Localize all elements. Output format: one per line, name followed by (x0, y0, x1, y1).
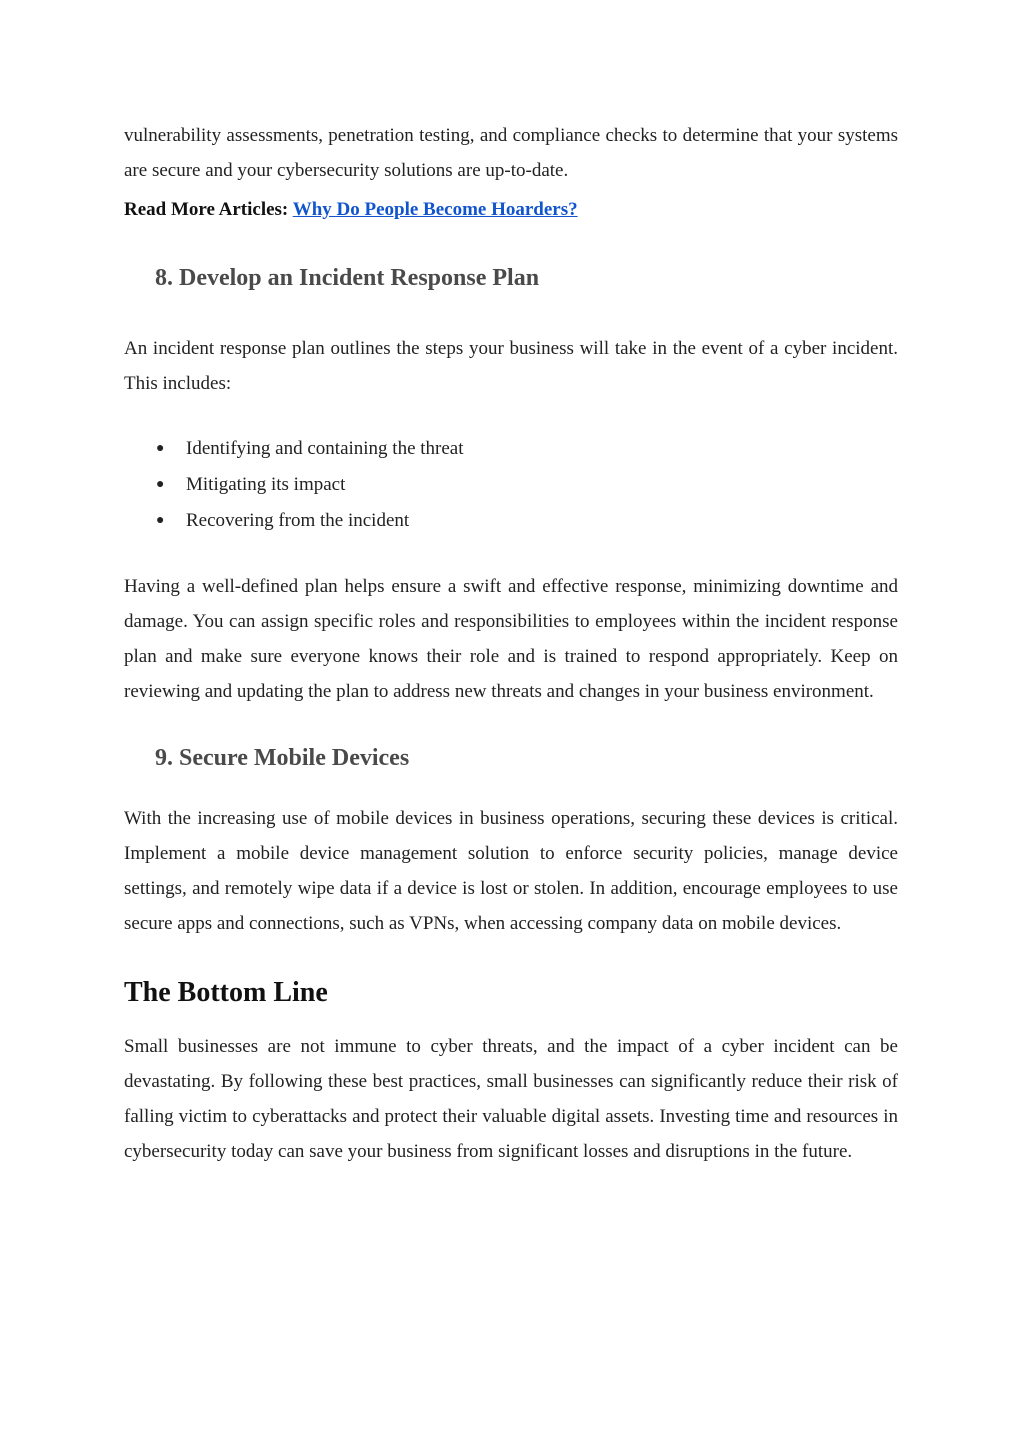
list-item (124, 503, 898, 539)
read-more-line (124, 195, 898, 225)
bottom-line-body: Small businesses are not immune to cyber threats, and the impact of a cyber incident can be devastating. By following these best practices, small businesses can significantly reduce their risk of falling victim to cyberattacks and protect their valuable digital assets. Investing time and resources in cybersecurity today can save your business from significant losses and disruptions in the future. (124, 1036, 898, 1162)
bullet-icon: ● (156, 477, 165, 492)
section-8-body: Having a well-defined plan helps ensure a swift and effective response, minimizing downtime and damage. You can assign specific roles and responsibilities to employees within the incident response plan and make sure everyone knows their role and is trained to respond appropriately. Keep on reviewing and updating the plan to address new threats and changes in your business environment. (124, 576, 898, 702)
bullet-icon: ● (156, 513, 165, 528)
document-page (124, 118, 898, 1169)
section-8-intro: An incident response plan outlines the steps your business will take in the event of a cyber incident. This includes: (124, 338, 898, 394)
section-8-heading: 8. Develop an Incident Response Plan (155, 265, 540, 291)
read-more-label: Read More Articles: (124, 199, 289, 220)
section-9-body: With the increasing use of mobile devices in business operations, securing these devices is critical. Implement a mobile device management solution to enforce security policies, manage device settings, and remotely wipe data if a device is lost or stolen. In addition, encourage employees to use secure apps and connections, such as VPNs, when accessing company data on mobile devices. (124, 808, 898, 934)
list-item-text: Identifying and containing the threat (186, 438, 464, 459)
bullet-icon: ● (156, 441, 165, 456)
section-9-heading: 9. Secure Mobile Devices (155, 745, 410, 771)
bottom-line-heading: The Bottom Line (124, 977, 328, 1008)
list-item (124, 467, 898, 503)
read-more-link[interactable]: Why Do People Become Hoarders? (292, 199, 578, 220)
section-8-bullet-list (124, 431, 898, 539)
list-item-text: Recovering from the incident (186, 510, 410, 531)
list-item-text: Mitigating its impact (186, 474, 346, 495)
list-item (124, 431, 898, 467)
intro-paragraph: vulnerability assessments, penetration testing, and compliance checks to determine that your systems are secure and your cybersecurity solutions are up-to-date. (124, 125, 898, 181)
